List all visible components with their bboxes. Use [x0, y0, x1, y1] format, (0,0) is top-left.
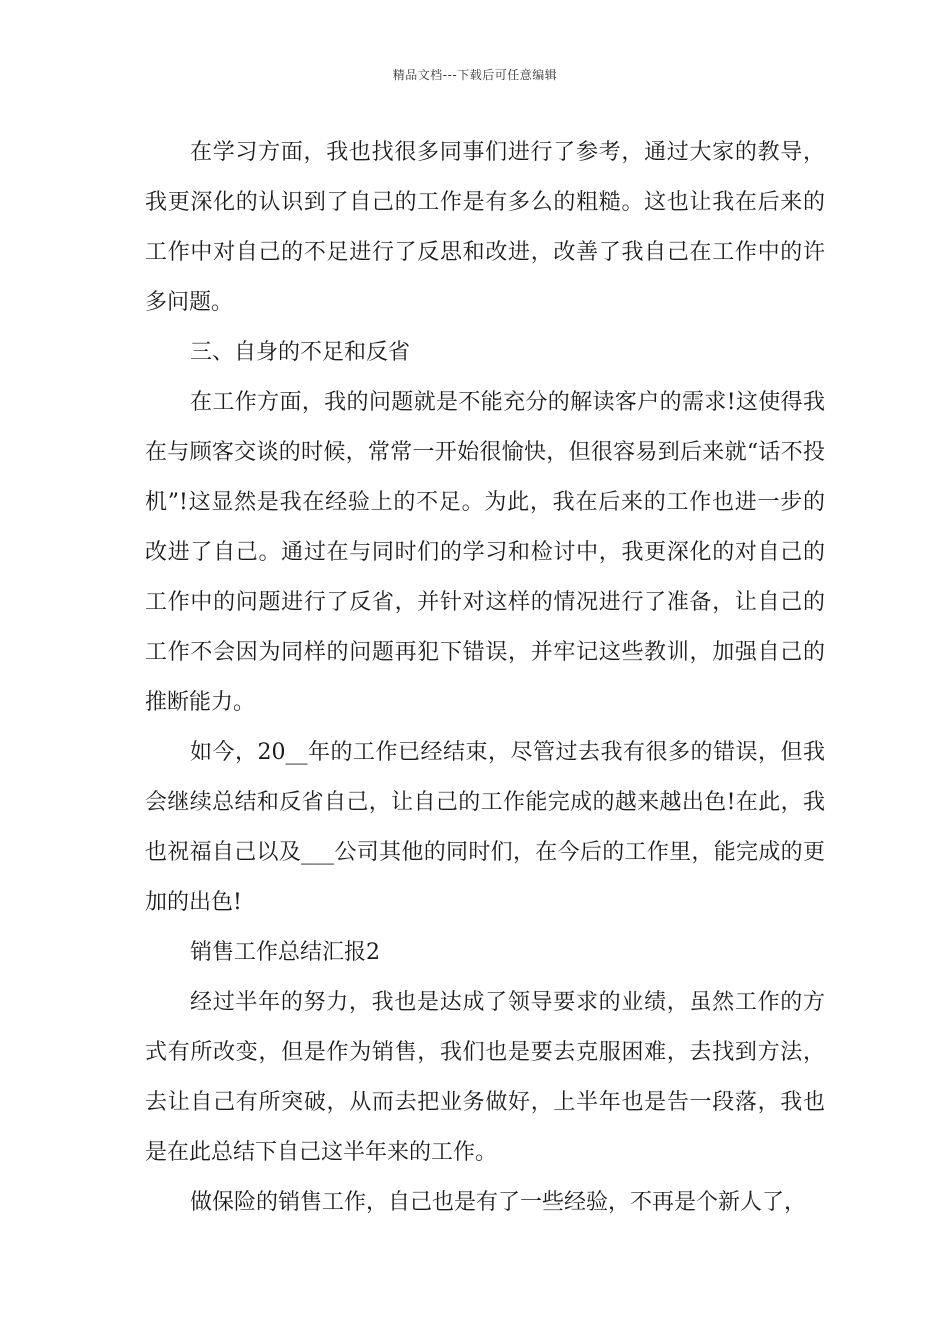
paragraph: 在学习方面，我也找很多同事们进行了参考，通过大家的教导，我更深化的认识到了自己的工作是有多么的粗糙。这也让我在后来的工作中对自己的不足进行了反思和改进，改善了我自己在工作中的许多问题。: [145, 140, 825, 315]
paragraph: 在工作方面，我的问题就是不能充分的解读客户的需求!这使得我在与顾客交谈的时候，常常一开始很愉快，但很容易到后来就“话不投机”!这显然是我在经验上的不足。为此，我在后来的工作也进一步的改进了自己。通过在与同时们的学习和检讨中，我更深化的对自己的工作中的问题进行了反省，并针对这样的情况进行了准备，让自己的工作不会因为同样的问题再犯下错误，并牢记这些教训，加强自己的推断能力。: [145, 390, 825, 715]
section-heading: 三、自身的不足和反省: [190, 340, 411, 365]
paragraph: 经过半年的努力，我也是达成了领导要求的业绩，虽然工作的方式有所改变，但是作为销售，我们也是要去克服困难，去找到方法，去让自己有所突破，从而去把业务做好，上半年也是告一段落，我也是在此总结下自己这半年来的工作。: [145, 990, 825, 1165]
document-body: [145, 128, 825, 1228]
paragraph: 如今，20__年的工作已经结束，尽管过去我有很多的错误，但我会继续总结和反省自己，让自己的工作能完成的越来越出色!在此，我也祝福自己以及___公司其他的同时们，在今后的工作里，能完成的更加的出色!: [145, 740, 825, 915]
section-heading: 销售工作总结汇报2: [190, 940, 380, 965]
paragraph: 做保险的销售工作，自己也是有了一些经验，不再是个新人了，: [190, 1190, 807, 1215]
page-header: 精品文档---下载后可任意编辑: [392, 68, 558, 82]
